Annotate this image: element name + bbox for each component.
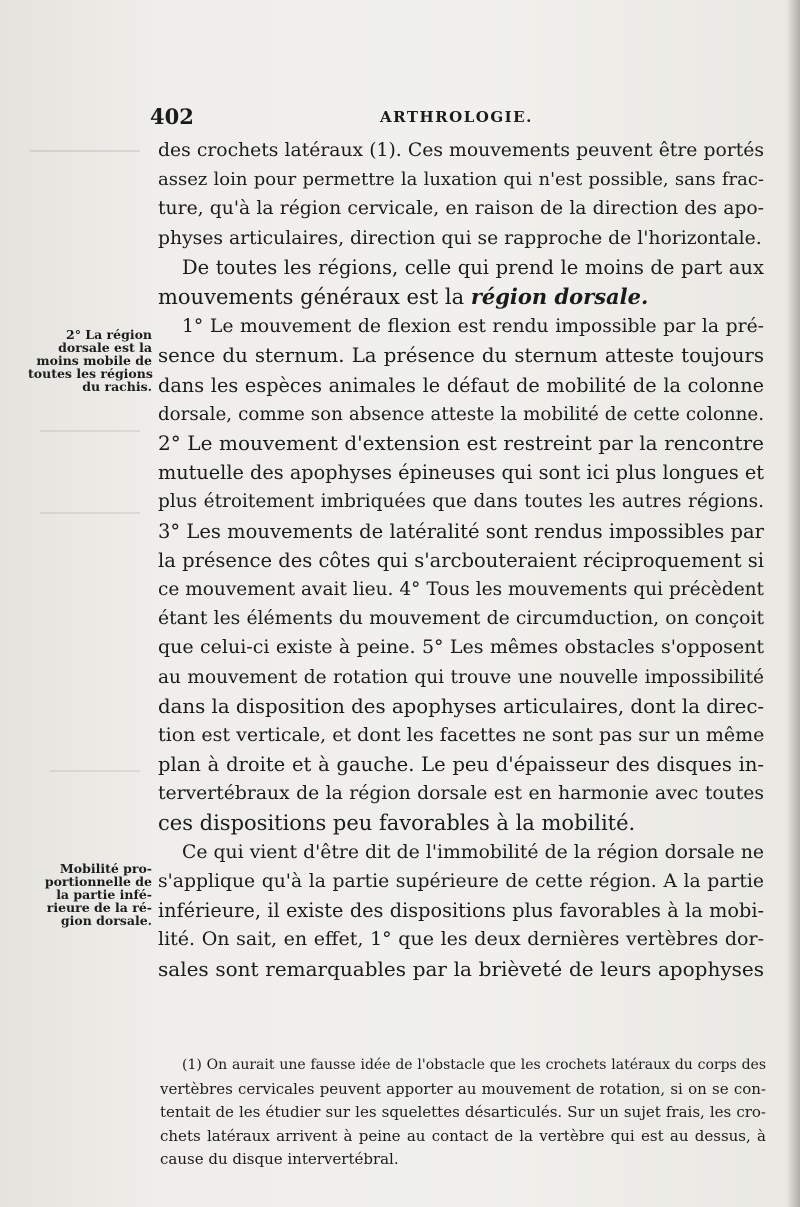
margin-note-line: portionnelle de	[44, 874, 152, 889]
margin-note-line: gion dorsale.	[60, 913, 152, 928]
running-title: ARTHROLOGIE.	[380, 108, 533, 126]
text-line: lité. On sait, en effet, 1° que les deux dernières vertèbres dor-	[158, 928, 764, 951]
text-line: au mouvement de rotation qui trouve une nouvelle impossibilité	[158, 666, 764, 688]
text-fragment: mouvements généraux est la	[158, 285, 465, 310]
text-line: ture, qu'à la région cervicale, en raison de la direction des apo-	[158, 198, 764, 220]
footnote-line: tentait de les étudier sur les squelettes désarticulés. Sur un sujet frais, les cro-	[160, 1103, 766, 1121]
margin-note-line: toutes les régions	[28, 366, 153, 381]
footnote-line: chets latéraux arrivent à peine au contact de la vertèbre qui est au dessus, à	[160, 1126, 766, 1145]
text-line: De toutes les régions, celle qui prend le moins de part aux	[182, 255, 764, 279]
text-line: tervertébraux de la région dorsale est en harmonie avec toutes	[158, 783, 764, 805]
text-line: dorsale, comme son absence atteste la mobilité de cette colonne.	[158, 403, 764, 425]
text-line: sence du sternum. La présence du sternum atteste toujours	[158, 344, 764, 368]
text-line: ce mouvement avait lieu. 4° Tous les mouvements qui précèdent	[158, 579, 764, 601]
body-text	[158, 136, 764, 984]
margin-note-line: rieure de la ré-	[46, 900, 152, 915]
text-line: ces dispositions peu favorables à la mobilité.	[158, 810, 636, 835]
bleed-through-mark	[50, 770, 140, 802]
footnote-line: cause du disque intervertébral.	[160, 1150, 399, 1168]
text-line: mutuelle des apophyses épineuses qui sont ici plus longues et	[158, 461, 764, 485]
margin-note-line: Mobilité pro-	[59, 861, 152, 876]
margin-note-line: moins mobile de	[36, 353, 152, 368]
footnote-line: (1) On aurait une fausse idée de l'obstacle que les crochets latéraux du corps des	[182, 1057, 766, 1073]
text-line: dans la disposition des apophyses articulaires, dont la direc-	[158, 694, 765, 718]
text-line: étant les éléments du mouvement de circumduction, on conçoit	[158, 608, 764, 630]
text-line: 1° Le mouvement de flexion est rendu impossible par la pré-	[182, 316, 764, 338]
text-line: plus étroitement imbriquées que dans toutes les autres régions.	[158, 491, 764, 513]
page-edge-shadow	[786, 0, 800, 1207]
margin-note-line: dorsale est la	[58, 340, 152, 355]
text-line: physes articulaires, direction qui se rapproche de l'horizontale.	[158, 227, 762, 249]
running-header	[150, 104, 770, 132]
footnote-line: vertèbres cervicales peuvent apporter au mouvement de rotation, si on se con-	[160, 1079, 766, 1098]
bleed-through-mark	[40, 430, 140, 514]
margin-note-lower-mobility	[28, 862, 152, 927]
text-line: des crochets latéraux (1). Ces mouvements peuvent être portés	[158, 140, 764, 161]
text-line: sales sont remarquables par la brièveté de leurs apophyses	[158, 956, 764, 981]
text-line: tion est verticale, et dont les facettes ne sont pas sur un même	[158, 724, 765, 747]
text-line: s'applique qu'à la partie supérieure de cette région. A la partie	[158, 871, 764, 893]
text-line: 3° Les mouvements de latéralité sont rendus impossibles par	[158, 519, 764, 543]
text-line: 2° Le mouvement d'extension est restreint par la rencontre	[158, 431, 764, 456]
text-line: la présence des côtes qui s'arcbouteraient réciproquement si	[158, 548, 764, 572]
text-line: que celui-ci existe à peine. 5° Les mêmes obstacles s'opposent	[158, 636, 764, 659]
text-line: assez loin pour permettre la luxation qui n'est possible, sans frac-	[158, 169, 764, 191]
page-number: 402	[150, 104, 194, 129]
bleed-through-mark	[30, 150, 140, 162]
text-line: Ce qui vient d'être dit de l'immobilité de la région dorsale ne	[182, 841, 764, 863]
text-line: dans les espèces animales le défaut de mobilité de la colonne	[158, 373, 764, 397]
margin-note-dorsal-region	[28, 328, 152, 393]
margin-note-line: du rachis.	[82, 379, 152, 394]
text-line: plan à droite et à gauche. Le peu d'épaisseur des disques in-	[158, 753, 764, 777]
emphasis-dorsal-region: région dorsale.	[470, 284, 649, 310]
footnotes	[160, 1054, 766, 1172]
text-line	[158, 282, 764, 312]
margin-note-line: la partie infé-	[56, 887, 152, 902]
text-line: inférieure, il existe des dispositions plus favorables à la mobi-	[158, 899, 764, 923]
margin-note-line: 2° La région	[66, 327, 152, 342]
